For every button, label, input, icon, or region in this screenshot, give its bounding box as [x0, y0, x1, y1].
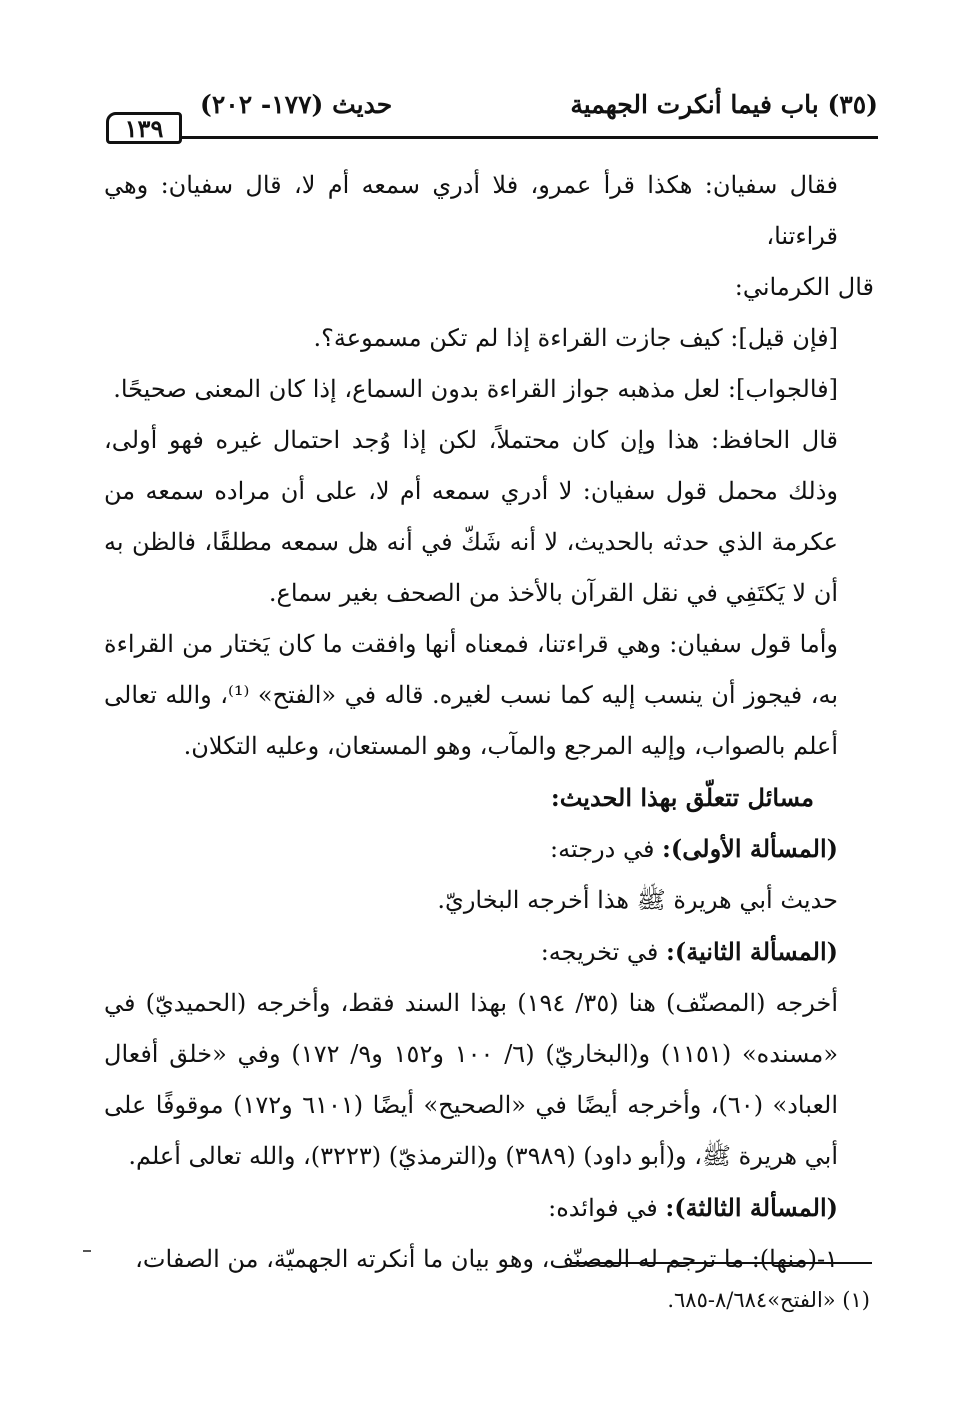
issue-3-item-1: ١-(منها): ما ترجم له المصنّف، وهو بيان ما أنكرته الجهميّة، من الصفات، — [135, 1245, 838, 1273]
hadith-range: حديث (١٧٧- ٢٠٢) — [200, 90, 393, 119]
issue-2-text: أخرجه (المصنّف) هنا (٣٥/ ١٩٤) بهذا السند فقط، وأخرجه (الحميديّ) في «مسنده» (١١٥١) و(البخاريّ) (٦/ ١٠٠ و١٥٢ و٩/ ١٧٢) وفي «خلق أفعال العباد» (٦٠)، وأخرجه أيضًا في «الصحيح» أيضًا (٦١٠١ و١٧٢) موقوفًا على أبي هريرة ﷺ، و(أبو داود) (٣٩٨٩) و(الترمذيّ) (٣٢٢٣)، والله تعالى أعلم. — [104, 989, 839, 1170]
page-header — [100, 78, 878, 148]
issue-1-heading — [104, 823, 874, 875]
paragraph: وأما قول سفيان: وهي قراءتنا، فمعناه أنها وافقت ما كان يَختار من القراءة به، فيجوز أن ينسب إليه كما نسب لغيره. قاله في «الفتح» ⁽¹⁾، والله تعالى أعلم بالصواب، وإليه المرجع والمآب، وهو المستعان، وعليه التكلان. — [104, 630, 839, 760]
issue-2-title: (المسألة الثانية): — [665, 937, 838, 966]
footnote: (١) «الفتح»٨/٦٨٤-٦٨٥. — [667, 1288, 870, 1312]
section-heading: مسائل تتعلّق بهذا الحديث: — [550, 783, 814, 812]
issue-3-title: (المسألة الثالثة): — [665, 1193, 838, 1222]
chapter-title: (٣٥) باب فيما أنكرت الجهمية — [570, 90, 878, 119]
margin-mark — [83, 1250, 91, 1252]
issue-1-text: حديث أبي هريرة ﷺ هذا أخرجه البخاريّ. — [437, 886, 838, 914]
issue-1-title: (المسألة الأولى): — [662, 834, 838, 863]
page-number: ١٣٩ — [106, 112, 182, 144]
footnote-divider — [572, 1262, 872, 1264]
issue-2-label: في تخريجه: — [540, 938, 666, 966]
paragraph: قال الحافظ: هذا وإن كان محتملاً، لكن إذا وُجد احتمال غيره فهو أولى، وذلك محمل قول سفيان: لا أدري سمعه أم لا، على أن مراده سمعه من عكرمة الذي حدثه بالحديث، لا أنه شَكّ في أنه هل سمعه مطلقًا، فالظن به أن لا يَكتَفِي في نقل القرآن بالأخذ من الصحف بغير سماع. — [104, 426, 838, 607]
paragraph: قال الكرماني: — [734, 273, 874, 301]
paragraph: [فإن قيل]: كيف جازت القراءة إذا لم تكن مسموعة؟. — [313, 324, 838, 352]
issue-2-heading — [104, 926, 874, 978]
issue-1-label: في درجته: — [550, 835, 663, 863]
page-body — [104, 160, 874, 1285]
paragraph: [فالجواب]: لعل مذهبه جواز القراءة بدون السماع، إذا كان المعنى صحيحًا. — [113, 375, 838, 403]
paragraph: فقال سفيان: هكذا قرأ عمرو، فلا أدري سمعه أم لا، قال سفيان: وهي قراءتنا، — [104, 171, 838, 250]
issue-3-label: في فوائده: — [548, 1194, 666, 1222]
issue-3-heading — [104, 1182, 874, 1234]
header-divider — [180, 136, 878, 139]
